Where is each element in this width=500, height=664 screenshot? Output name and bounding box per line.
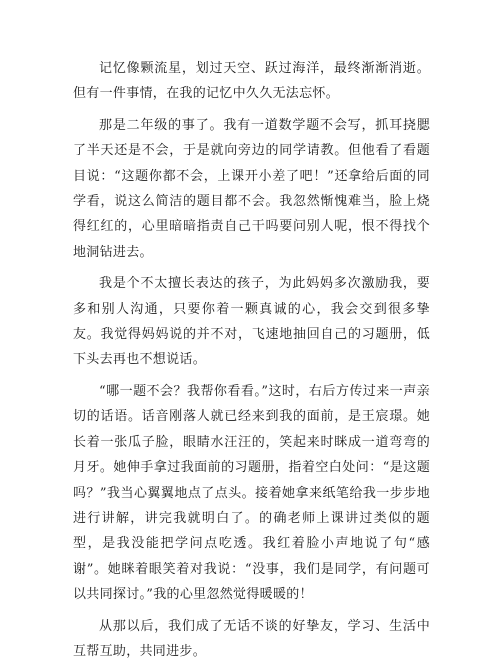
paragraph-4: “哪一题不会？我帮你看看。”这时，右后方传过来一声亲切的话语。话音刚落人就已经来到我的面前，是王宸璟。她长着一张瓜子脸，眼睛水汪汪的，笑起来时眯成一道弯弯的月牙。她伸手拿过我面前的习题册，指着空白处问：“是这题吗？”我当心翼翼地点了点头。接着她拿来纸笔给我一步步地进行讲解，讲完我就明白了。的确老师上课讲过类似的题型，是我没能把学问点吃透。我红着脸小声地说了句“感谢”。她眯着眼笑着对我说：“没事，我们是同学，有问题可以共同探讨。”我的心里忽然觉得暖暖的！ — [73, 383, 430, 603]
paragraph-2: 那是二年级的事了。我有一道数学题不会写，抓耳挠腮了半天还是不会，于是就向旁边的同学请教。但他看了看题目说：“这题你都不会，上课开小差了吧！”还拿给后面的同学看，说这么简洁的题目都不会。我忽然惭愧难当，脸上烧得红红的，心里暗暗指责自己干吗要问别人呢，恨不得找个地洞钻进去。 — [73, 117, 430, 260]
document-body — [73, 56, 430, 664]
paragraph-1: 记忆像颗流星，划过天空、跃过海洋，最终渐渐消逝。但有一件事情，在我的记忆中久久无法忘怀。 — [73, 61, 430, 102]
paragraph-3: 我是个不太擅长表达的孩子，为此妈妈多次激励我，要多和别人沟通，只要你着一颗真诚的心，我会交到很多挚友。我觉得妈妈说的并不对，飞速地抽回自己的习题册，低下头去再也不想说话。 — [73, 276, 430, 368]
paragraph-5: 从那以后，我们成了无话不谈的好挚友，学习、生活中互帮互助，共同进步。 — [73, 618, 430, 659]
